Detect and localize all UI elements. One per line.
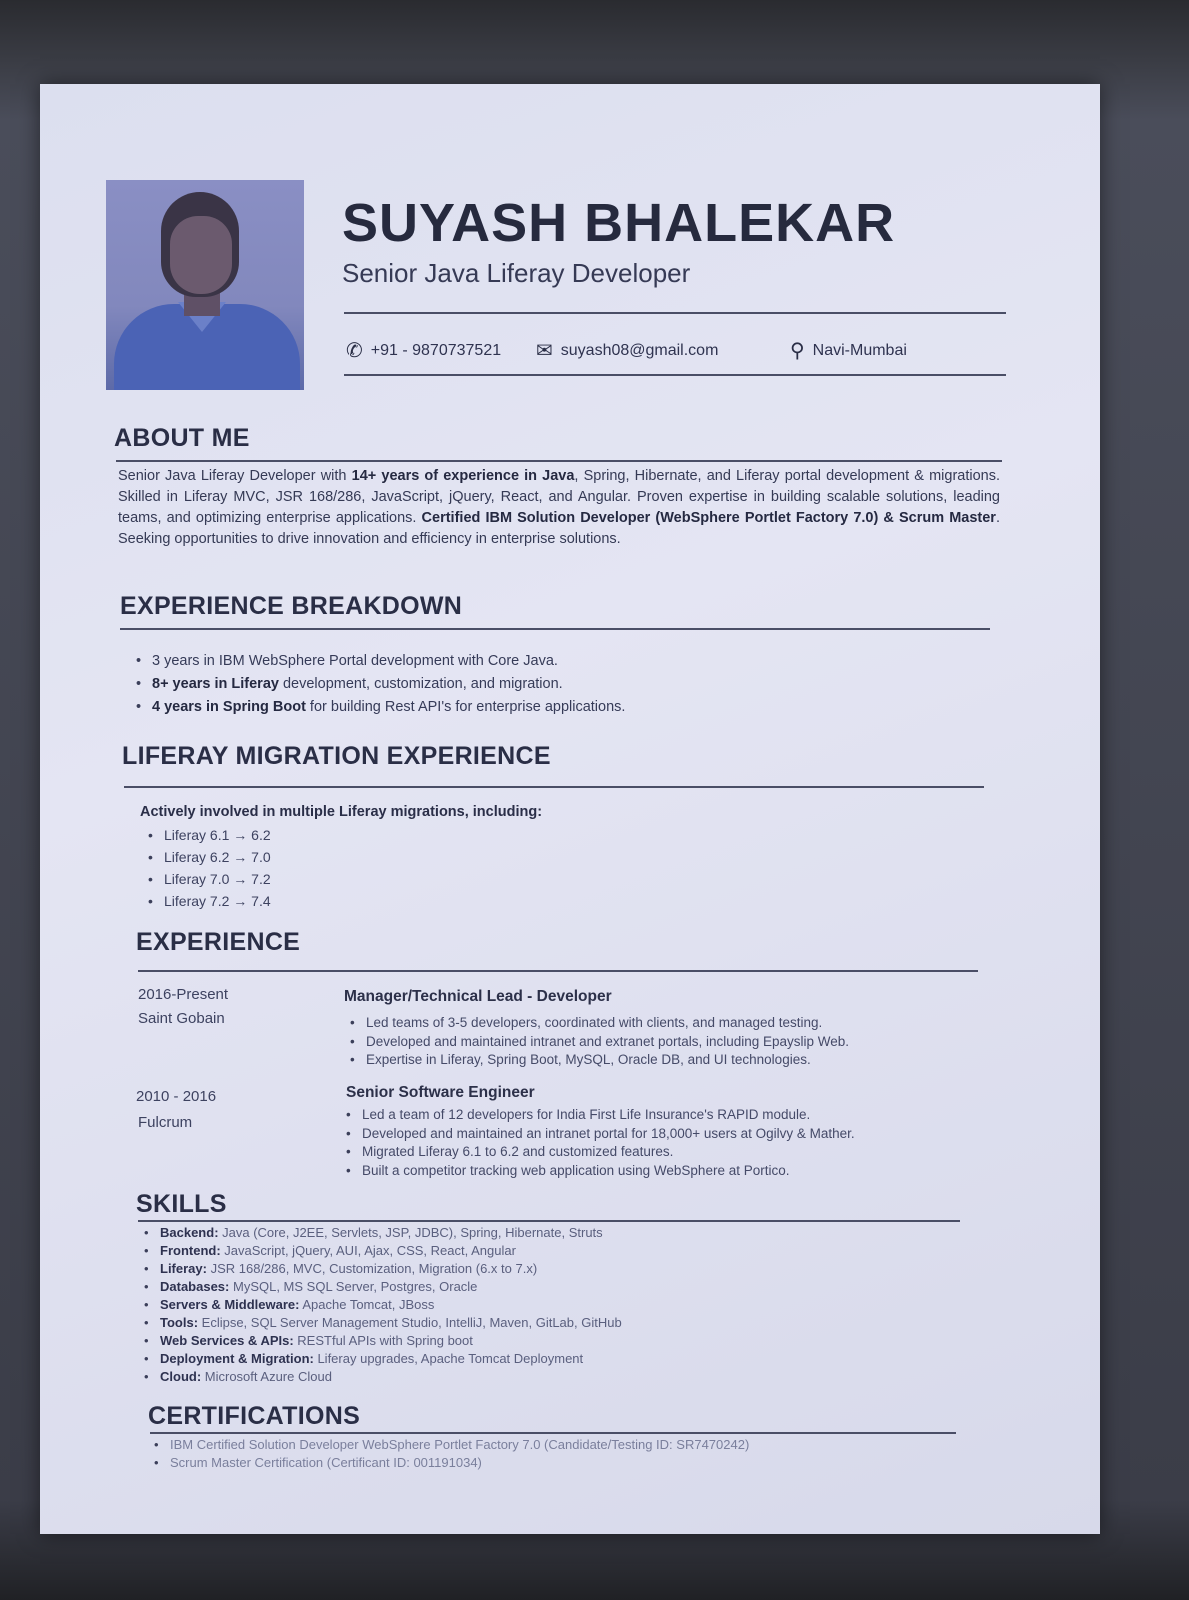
about-text bbox=[118, 466, 1000, 550]
migration-item: • Liferay 6.1 → 6.2 bbox=[144, 824, 271, 846]
breakdown-item bbox=[132, 673, 625, 696]
breakdown-title: EXPERIENCE BREAKDOWN bbox=[120, 592, 463, 620]
skill-value: JSR 168/286, MVC, Customization, Migration (6.x to 7.x) bbox=[206, 1261, 538, 1276]
skill-label: Servers & Middleware: bbox=[160, 1297, 300, 1312]
location-pin-icon: ⚲ bbox=[790, 340, 805, 362]
job-title: Manager/Technical Lead - Developer bbox=[344, 988, 612, 1005]
skill-item bbox=[140, 1350, 622, 1368]
candidate-role: Senior Java Liferay Developer bbox=[342, 258, 691, 288]
phone-text: +91 - 9870737521 bbox=[370, 341, 502, 359]
skills-title: SKILLS bbox=[136, 1190, 227, 1218]
job-bullet: • Developed and maintained intranet and extranet portals, including Epayslip Web. bbox=[346, 1033, 849, 1052]
about-span: , Spring, Hibernate, and Liferay portal development & migrations. Skilled in Liferay MVC, JSR 168/286, JavaScript, jQuery, React, and Angular. Proven expertise in building scalable solutions, leading teams, and optimizing enterprise applications. bbox=[118, 468, 1000, 526]
skill-value: Java (Core, J2EE, Servlets, JSP, JDBC), Spring, Hibernate, Struts bbox=[218, 1225, 603, 1240]
job-bullet: • Expertise in Liferay, Spring Boot, MySQL, Oracle DB, and UI technologies. bbox=[346, 1051, 849, 1070]
profile-photo bbox=[106, 180, 304, 390]
candidate-name: SUYASH BHALEKAR bbox=[342, 193, 896, 253]
migration-item: • Liferay 7.0 → 7.2 bbox=[144, 868, 271, 890]
job-bullet: • Led a team of 12 developers for India First Life Insurance's RAPID module. bbox=[342, 1106, 855, 1125]
breakdown-item-text: development, customization, and migration. bbox=[278, 676, 563, 692]
job-bullets bbox=[346, 1014, 849, 1070]
phone-icon: ✆ bbox=[346, 340, 363, 362]
certification-item: • IBM Certified Solution Developer WebSphere Portlet Factory 7.0 (Candidate/Testing ID: SR7470242) bbox=[150, 1436, 749, 1454]
about-title: ABOUT ME bbox=[114, 424, 250, 452]
experience-title: EXPERIENCE bbox=[136, 928, 301, 956]
skills-divider bbox=[138, 1220, 960, 1222]
certifications-list bbox=[150, 1436, 749, 1472]
header-divider-bottom bbox=[344, 374, 1006, 376]
job-bullet: • Built a competitor tracking web application using WebSphere at Portico. bbox=[342, 1162, 855, 1181]
resume-page bbox=[40, 84, 1100, 1534]
skill-value: Eclipse, SQL Server Management Studio, IntelliJ, Maven, GitLab, GitHub bbox=[198, 1315, 622, 1330]
skill-item bbox=[140, 1278, 622, 1296]
about-emphasis: 14+ years of experience in Java bbox=[351, 468, 575, 484]
location-text: Navi-Mumbai bbox=[812, 341, 907, 359]
job-company: Fulcrum bbox=[138, 1114, 193, 1131]
breakdown-item-text: for building Rest API's for enterprise applications. bbox=[305, 699, 626, 715]
skill-label: Frontend: bbox=[160, 1243, 221, 1258]
header-divider-top bbox=[344, 312, 1006, 314]
skill-item bbox=[140, 1296, 622, 1314]
skill-label: Liferay: bbox=[160, 1261, 207, 1276]
migration-item: • Liferay 6.2 → 7.0 bbox=[144, 846, 271, 868]
skill-label: Web Services & APIs: bbox=[160, 1333, 294, 1348]
breakdown-item bbox=[132, 696, 625, 719]
breakdown-item-text: 3 years in IBM WebSphere Portal development with Core Java. bbox=[152, 653, 558, 669]
job-bullet: • Migrated Liferay 6.1 to 6.2 and customized features. bbox=[342, 1143, 855, 1162]
job-dates: 2016-Present bbox=[138, 986, 229, 1003]
about-divider bbox=[116, 460, 1002, 462]
migration-divider bbox=[124, 786, 984, 788]
email-text: suyash08@gmail.com bbox=[560, 341, 719, 359]
skill-value: Microsoft Azure Cloud bbox=[201, 1369, 332, 1384]
skill-label: Tools: bbox=[160, 1315, 199, 1330]
skill-value: MySQL, MS SQL Server, Postgres, Oracle bbox=[229, 1279, 478, 1294]
about-span: . Seeking opportunities to drive innovation and efficiency in enterprise solutions. bbox=[118, 510, 1000, 547]
job-title: Senior Software Engineer bbox=[346, 1084, 535, 1101]
certifications-title: CERTIFICATIONS bbox=[148, 1402, 361, 1430]
skill-item bbox=[140, 1314, 622, 1332]
job-bullet: • Led teams of 3-5 developers, coordinated with clients, and managed testing. bbox=[346, 1014, 849, 1033]
migration-list bbox=[144, 824, 271, 912]
skill-value: Apache Tomcat, JBoss bbox=[299, 1297, 435, 1312]
contact-email bbox=[536, 338, 718, 363]
mail-icon: ✉ bbox=[536, 340, 553, 362]
skill-label: Backend: bbox=[160, 1225, 219, 1240]
job-dates: 2010 - 2016 bbox=[136, 1088, 217, 1105]
contact-location bbox=[790, 338, 907, 363]
migration-item: • Liferay 7.2 → 7.4 bbox=[144, 890, 271, 912]
about-span: Senior Java Liferay Developer with bbox=[118, 468, 352, 484]
skill-label: Deployment & Migration: bbox=[160, 1351, 314, 1366]
migration-lead: Actively involved in multiple Liferay migrations, including: bbox=[140, 804, 543, 820]
skill-item bbox=[140, 1332, 622, 1350]
job-company: Saint Gobain bbox=[138, 1010, 225, 1027]
skill-value: JavaScript, jQuery, AUI, Ajax, CSS, React, Angular bbox=[220, 1243, 516, 1258]
migration-title: LIFERAY MIGRATION EXPERIENCE bbox=[122, 742, 551, 770]
breakdown-item-bold: 8+ years in Liferay bbox=[152, 676, 279, 692]
breakdown-item bbox=[132, 650, 625, 673]
skill-item bbox=[140, 1368, 622, 1386]
certification-item: • Scrum Master Certification (Certificant ID: 001191034) bbox=[150, 1454, 749, 1472]
skill-item bbox=[140, 1242, 622, 1260]
contact-phone bbox=[346, 338, 501, 363]
certifications-divider bbox=[150, 1432, 956, 1434]
job-bullets bbox=[342, 1106, 855, 1180]
skill-label: Databases: bbox=[160, 1279, 230, 1294]
skill-value: RESTful APIs with Spring boot bbox=[293, 1333, 473, 1348]
skill-item bbox=[140, 1260, 622, 1278]
skill-value: Liferay upgrades, Apache Tomcat Deployment bbox=[313, 1351, 584, 1366]
experience-divider bbox=[138, 970, 978, 972]
skills-list bbox=[140, 1224, 622, 1386]
skill-item bbox=[140, 1224, 622, 1242]
about-emphasis: Certified IBM Solution Developer (WebSphere Portlet Factory 7.0) & Scrum Master bbox=[421, 510, 996, 526]
skill-label: Cloud: bbox=[160, 1369, 202, 1384]
breakdown-item-bold: 4 years in Spring Boot bbox=[152, 699, 306, 715]
breakdown-list bbox=[132, 650, 625, 719]
job-bullet: • Developed and maintained an intranet portal for 18,000+ users at Ogilvy & Mather. bbox=[342, 1125, 855, 1144]
breakdown-divider bbox=[120, 628, 990, 630]
